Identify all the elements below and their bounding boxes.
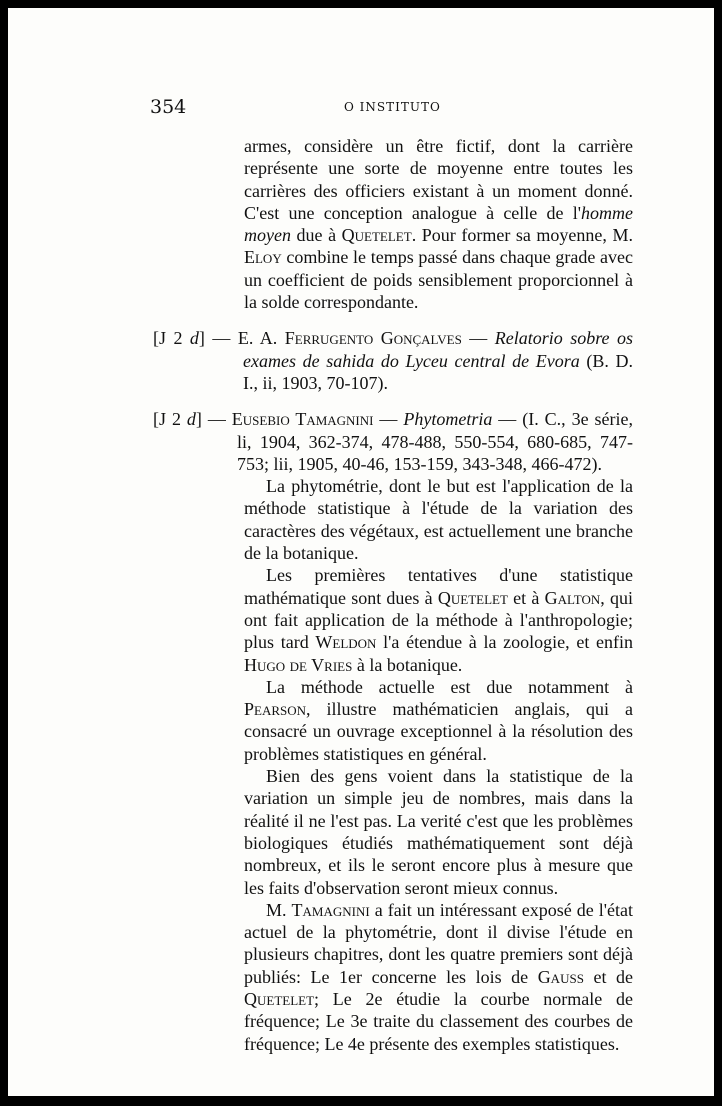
text-run: Quetelet [244,988,315,1009]
review-paragraph [153,899,633,1055]
text-run: et à [507,587,545,608]
text-run: combine le temps passé dans chaque grade avec un coefficient de poids sensiblement proporcionnel à la solde correspondante. [244,247,633,313]
text-run: [J 2 [153,409,187,430]
text-run: d [186,409,196,430]
text-run: d [189,328,199,349]
text-run: — [461,328,495,349]
text-column [153,135,633,1055]
review-paragraph [153,475,633,564]
text-run: Tamagnini [291,899,370,920]
text-run: ] — E. A. [198,328,285,349]
text-run: Eusebio Tamagnini [231,409,374,430]
review-paragraph [153,765,633,899]
text-run: l'a étendue à la zoologie, et enfin [376,632,633,653]
text-run: armes, considère un être fictif, dont la carrière représente une sorte de moyenne entre toutes les carrières des officiers existant à un moment donné. C'est une conception analogue à celle de l' [244,136,633,223]
text-run: Quetelet [437,587,508,608]
text-run: Eloy [244,247,282,268]
text-run: La méthode actuelle est due notamment à [266,676,633,697]
text-run: , illustre mathématicien anglais, qui a consacré un ouvrage exceptionnel à la résolution des problèmes statistiques en général. [244,699,633,764]
text-run: Hugo de Vries [244,654,353,675]
text-run: Relatorio sobre os exames de sahida do Lyceu central de Evora [243,328,634,371]
text-run: — (I. C., 3e série, li, 1904, 362-374, 478-488, 550-554, 680-685, 747-753; lii, 1905, 40-46, 153-159, 343-348, 466-472). [237,409,634,474]
text-run: Les premières tentatives d'une statistique mathématique sont dues à [244,565,633,608]
text-run: Phytometria [403,409,493,430]
text-run: Galton [544,587,601,608]
text-run: et de [583,966,633,987]
text-run: Weldon [315,632,377,653]
text-run: ] — [195,409,232,430]
text-run: à la botanique. [352,654,463,675]
text-run: — [373,409,404,430]
bibliography-entry [153,327,633,394]
text-run: [J 2 [153,328,190,349]
text-run: Gauss [537,966,584,987]
text-run: M. [266,899,292,920]
review-paragraph [153,676,633,765]
text-run: Ferrugento Gonçalves [284,328,462,349]
text-run: Pearson [244,699,307,720]
text-run: (B. D. I., ii, 1903, 70-107). [243,350,633,393]
text-run: Quetelet [341,225,412,246]
running-title: O INSTITUTO [344,100,441,114]
text-run: ; Le 2e étudie la courbe normale de fréquence; Le 3e traite du classement des courbes de fréquence; Le 4e présente des exemples statistiques. [244,988,633,1054]
text-run: , qui ont fait application de la méthode à l'anthropologie; plus tard [244,587,633,653]
bibliography-entry [153,408,633,475]
text-run: Bien des gens voient dans la statistique de la variation un simple jeu de nombres, mais dans la réalité il ne l'est pas. La verité c'est que les problèmes biologiques étudiés mathématiquement sont déjà nombreux, et ils le seront encore plus à mesure que les faits d'observation seront mieux connus. [244,766,633,898]
continued-paragraph [153,135,633,313]
book-page [8,8,714,1096]
page-header [8,96,714,120]
text-run: due à [290,225,342,246]
review-paragraph [153,564,633,675]
text-run: La phytométrie, dont le but est l'application de la méthode statistique à l'étude de la variation des caractères des végétaux, est actuellement une branche de la botanique. [244,476,633,564]
text-run: homme moyen [244,202,633,246]
text-run: a fait un intéressant exposé de l'état actuel de la phytométrie, dont il divise l'étude en plusieurs chapitres, dont les quatre premiers sont déjà publiés: Le 1er concerne les lois de [244,899,633,987]
text-run: . Pour former sa moyenne, M. [411,225,633,246]
page-number: 354 [150,96,187,118]
